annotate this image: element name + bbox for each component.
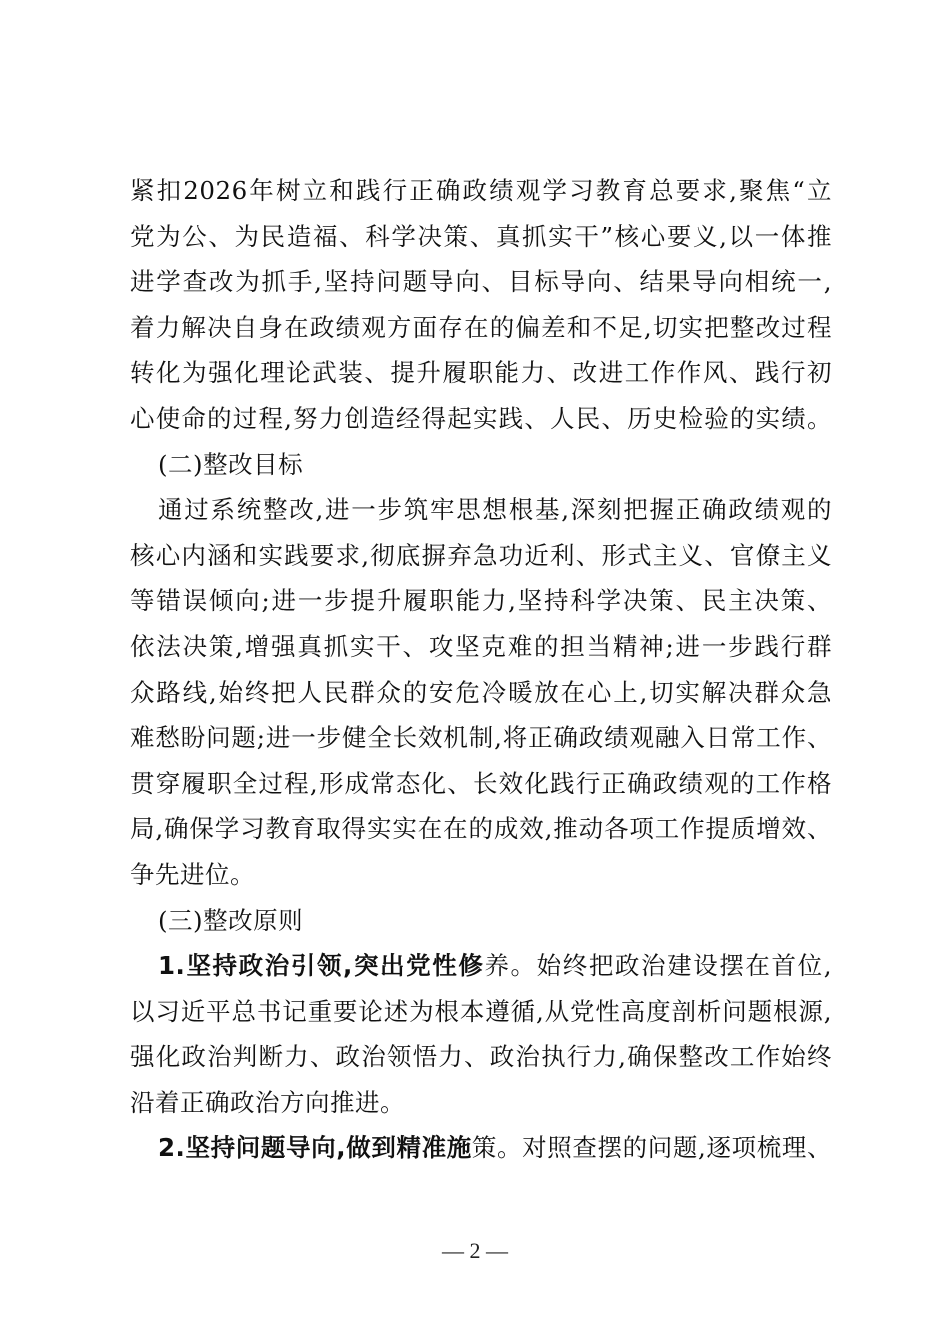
principle-text: 养。始终把政治建设摆在首位, (484, 951, 832, 981)
text-line: 核心内涵和实践要求,彻底摒弃急功近利、形式主义、官僚主义 (130, 540, 832, 570)
text-line: 着力解决自身在政绩观方面存在的偏差和不足,切实把整改过程 (130, 312, 832, 342)
text-line: 众路线,始终把人民群众的安危冷暖放在心上,切实解决群众急 (130, 677, 832, 707)
text-line: 等错误倾向;进一步提升履职能力,坚持科学决策、民主决策、 (130, 586, 832, 616)
text-line: 争先进位。 (130, 859, 255, 889)
text-line: 贯穿履职全过程,形成常态化、长效化践行正确政绩观的工作格 (130, 768, 832, 798)
text-line: 沿着正确政治方向推进。 (130, 1087, 405, 1117)
section-heading-goals: (二)整改目标 (158, 449, 304, 479)
text-line: 进学查改为抓手,坚持问题导向、目标导向、结果导向相统一, (130, 267, 832, 297)
text-line: 党为公、为民造福、科学决策、真抓实干”核心要义,以一体推 (130, 221, 832, 251)
principle-first-line (130, 943, 832, 989)
text-line: 难愁盼问题;进一步健全长效机制,将正确政绩观融入日常工作、 (130, 723, 832, 753)
page-number: — 2 — (442, 1238, 508, 1263)
text-line: 紧扣2026年树立和践行正确政绩观学习教育总要求,聚焦“立 (130, 176, 832, 205)
principle-first-line (130, 1125, 832, 1171)
text-line: 局,确保学习教育取得实实在在的成效,推动各项工作提质增效、 (130, 814, 832, 844)
document-body (130, 168, 832, 1171)
principle-title: 1.坚持政治引领,突出党性修 (158, 951, 485, 981)
section-heading-principles: (三)整改原则 (158, 905, 304, 935)
text-line: 强化政治判断力、政治领悟力、政治执行力,确保整改工作始终 (130, 1042, 832, 1072)
principle-title: 2.坚持问题导向,做到精准施 (158, 1133, 472, 1163)
principle-text: 策。对照查摆的问题,逐项梳理、 (471, 1133, 832, 1163)
principle-2 (130, 1125, 832, 1171)
text-line: 通过系统整改,进一步筑牢思想根基,深刻把握正确政绩观的 (158, 495, 832, 525)
principle-1 (130, 943, 832, 1125)
paragraph-overall-requirement (130, 168, 832, 442)
text-line: 依法决策,增强真抓实干、攻坚克难的担当精神;进一步践行群 (130, 631, 832, 661)
text-line: 心使命的过程,努力创造经得起实践、人民、历史检验的实绩。 (130, 403, 832, 433)
text-line: 以习近平总书记重要论述为根本遵循,从党性高度剖析问题根源, (130, 996, 832, 1026)
paragraph-goals (130, 487, 832, 897)
text-line: 转化为强化理论武装、提升履职能力、改进工作作风、践行初 (130, 358, 832, 388)
